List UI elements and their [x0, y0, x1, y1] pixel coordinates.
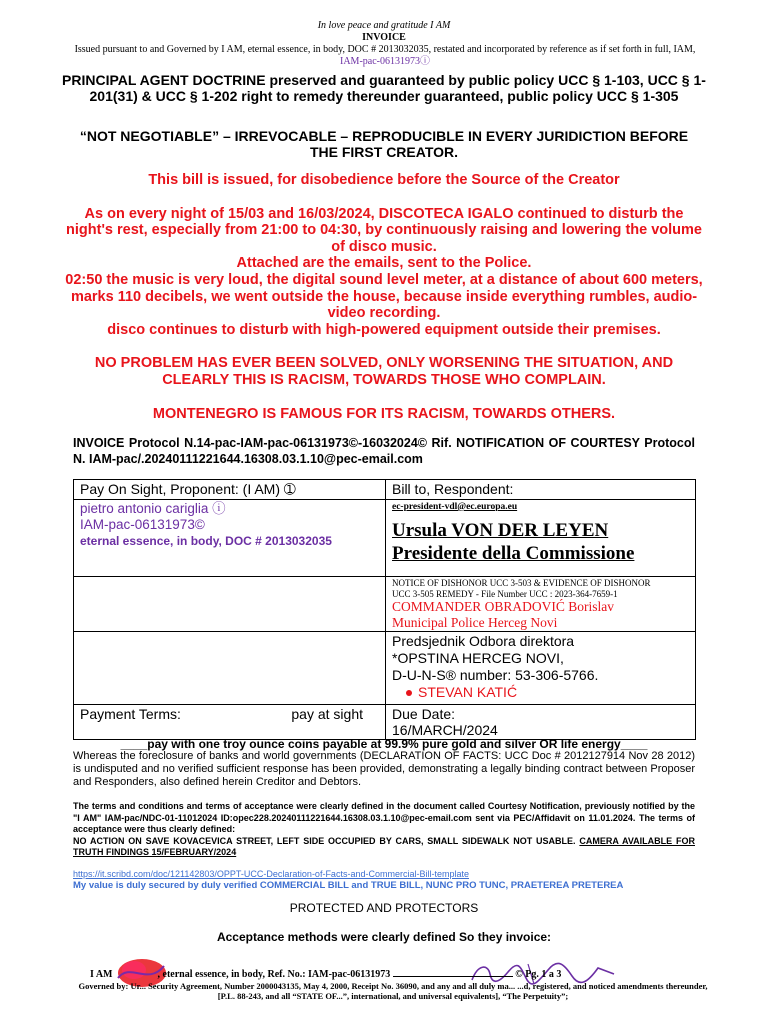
notice-cell — [386, 577, 696, 632]
commander-name: COMMANDER OBRADOVIĆ Borislav — [392, 599, 615, 614]
montenegro-statement: MONTENEGRO IS FAMOUS FOR ITS RACISM, TOWARDS OTHERS. — [152, 405, 616, 422]
proponent-doc: eternal essence, in body, DOC # 2013032035 — [80, 534, 332, 548]
notice-remedy: UCC 3-505 REMEDY - File Number UCC : 2023-364-7659-1 — [392, 588, 618, 599]
secured-statement: My value is duly secured by duly verified COMMERCIAL BILL and TRUE BILL, NUNC PRO TUNC, PRAETEREA PRETEREA — [73, 880, 624, 891]
commander-unit: Municipal Police Herceg Novi — [392, 614, 558, 630]
due-date-cell — [386, 705, 696, 740]
bullet-item — [392, 684, 689, 701]
night-disturbance: As on every night of 15/03 and 16/03/2024, DISCOTECA IGALO continued to disturb the night's rest, especially from 21:00 to 04:30, by continuously raising and lowering the volume of disco music. — [66, 205, 702, 255]
no-problem-solved: NO PROBLEM HAS EVER BEEN SOLVED, ONLY WORSENING THE SITUATION, AND CLEARLY THIS IS RACISM, TOWARDS THOSE WHO COMPLAIN. — [94, 355, 674, 388]
terms-no-action: NO ACTION ON SAVE KOVACEVICA STREET, LEFT SIDE OCCUPIED BY CARS, SMALL SIDEWALK NOT USABLE. — [73, 835, 576, 846]
protected-heading: PROTECTED AND PROTECTORS — [289, 901, 479, 915]
payment-terms-label: Payment Terms: — [80, 706, 181, 722]
respondent-title: Presidente della Commissione — [392, 543, 635, 564]
proponent-name: pietro antonio cariglia ⓘ — [80, 501, 226, 516]
invoice-protocol: INVOICE Protocol N.14-pac-IAM-pac-06131973©-16032024© Rif. NOTIFICATION OF COURTESY Protocol N. IAM-pac/.20240111221644.16308.03.1.10@pec-email.com — [73, 436, 695, 466]
pay-on-sight-cell: Pay On Sight, Proponent: (I AM) ➀ — [74, 480, 386, 500]
whereas-clause: Whereas the foreclosure of banks and world governments (DECLARATION OF FACTS: UCC Doc # 2012127914 Nov 28 2012) is undisputed and no verified sufficient response has been provided, demonstrating a legally binding contract between Proposer and Responders, also defined herein Creditor and Debtors. — [73, 750, 695, 788]
respondent-cell — [386, 500, 696, 577]
issued-pursuant — [72, 44, 698, 68]
terms-camera: CAMERA AVAILABLE FOR TRUTH FINDINGS 15/FEBRUARY/2024 — [73, 835, 695, 857]
duns-number: D-U-N-S® number: 53-306-5766. — [392, 667, 599, 683]
respondent-name: Ursula VON DER LEYEN — [392, 520, 609, 541]
complaint-block — [64, 172, 704, 422]
terms-main: The terms and conditions and terms of acceptance were clearly defined in the document called Courtesy Notification, previously notified by the "I AM" IAM-pac/NDC-01-11012024 ID:opec228.20240111221644.16308.03.1.10@pec-email.com sent via PEC/Affidavit on 11.01.2024. The terms of acceptance were thus clearly defined: — [73, 801, 695, 834]
acceptance-methods: Acceptance methods were clearly defined So they invoice: — [216, 930, 552, 944]
municipality-name: *OPSTINA HERCEG NOVI, — [392, 650, 564, 666]
respondent-email[interactable]: ec-president-vdl@ec.europa.eu — [392, 502, 518, 512]
proponent-id: IAM-pac-06131973© — [80, 517, 205, 532]
info-icon: ⓘ — [419, 56, 430, 67]
footer-iam: I AM — [90, 969, 113, 980]
notice-of-dishonor: NOTICE OF DISHONOR UCC 3-503 & EVIDENCE OF DISHONOR — [392, 578, 651, 588]
attached-emails: Attached are the emails, sent to the Police. — [236, 255, 532, 272]
due-date-label: Due Date: — [392, 706, 456, 722]
issued-text: Issued pursuant to and Governed by I AM, eternal essence, in body, DOC # 2013032035, restated and incorporated by reference as if set forth in full, IAM, — [74, 44, 696, 55]
footer-page: © Pg. 1 a 3 — [515, 969, 562, 980]
not-negotiable-notice: “NOT NEGOTIABLE” – IRREVOCABLE – REPRODUCIBLE IN EVERY JURIDICTION BEFORE THE FIRST CREATOR. — [79, 128, 689, 160]
municipality-cell — [386, 632, 696, 705]
invoice-heading: INVOICE — [362, 32, 406, 43]
payment-terms-row — [80, 706, 379, 722]
scribd-link[interactable]: https://it.scribd.com/doc/121142803/OPPT-UCC-Declaration-of-Facts-and-Commercial-Bill-template — [73, 869, 469, 879]
principal-agent-doctrine: PRINCIPAL AGENT DOCTRINE preserved and guaranteed by public policy UCC § 1-103, UCC § 1-201(31) & UCC § 1-202 right to remedy thereunder guaranteed, public policy UCC § 1-305 — [62, 72, 706, 104]
disco-continues: disco continues to disturb with high-powered equipment outside their premises. — [107, 321, 661, 338]
top-line: In love peace and gratitude I AM — [317, 20, 451, 31]
invoice-table — [73, 479, 696, 740]
bullet-icon — [406, 690, 412, 696]
terms-block — [73, 801, 695, 859]
payment-terms-value: pay at sight — [291, 706, 363, 722]
payment-terms-cell — [74, 705, 386, 740]
bill-to-cell: Bill to, Respondent: — [386, 480, 696, 500]
board-title: Predsjednik Odbora direktora — [392, 633, 575, 649]
issued-for-disobedience: This bill is issued, for disobedience before the Source of the Creator — [148, 172, 620, 188]
issued-ref: IAM-pac-06131973 — [340, 56, 420, 67]
due-date-value: 16/MARCH/2024 — [392, 722, 498, 738]
footer-ref: , eternal essence, in body, Ref. No.: IAM-pac-06131973 — [157, 969, 391, 980]
sound-measurement: 02:50 the music is very loud, the digital sound level meter, at a distance of about 600 meters, marks 110 decibels, we went outside the house, because inside everything rumbles, audio-video recording. — [65, 271, 703, 322]
pay-instructions: ____pay with one troy ounce coins payable at 99.9% pure gold and silver OR life energy____ — [120, 737, 648, 751]
empty-cell-2 — [74, 632, 386, 705]
bullet-name: STEVAN KATIĆ — [418, 684, 518, 700]
footer-signature-line — [90, 969, 710, 980]
empty-cell-1 — [74, 577, 386, 632]
proponent-cell — [74, 500, 386, 577]
footer-governed: Governed by: Ur... Security Agreement, Number 2000043135, May 4, 2000, Receipt No. 36090, and any and all duly ma... ...d, registered, and noticed amendments thereunder, [P.L. 88-243, and all “STATE OF...”, international, and universal equivalents], “The Perpetuity”; — [78, 981, 708, 1001]
